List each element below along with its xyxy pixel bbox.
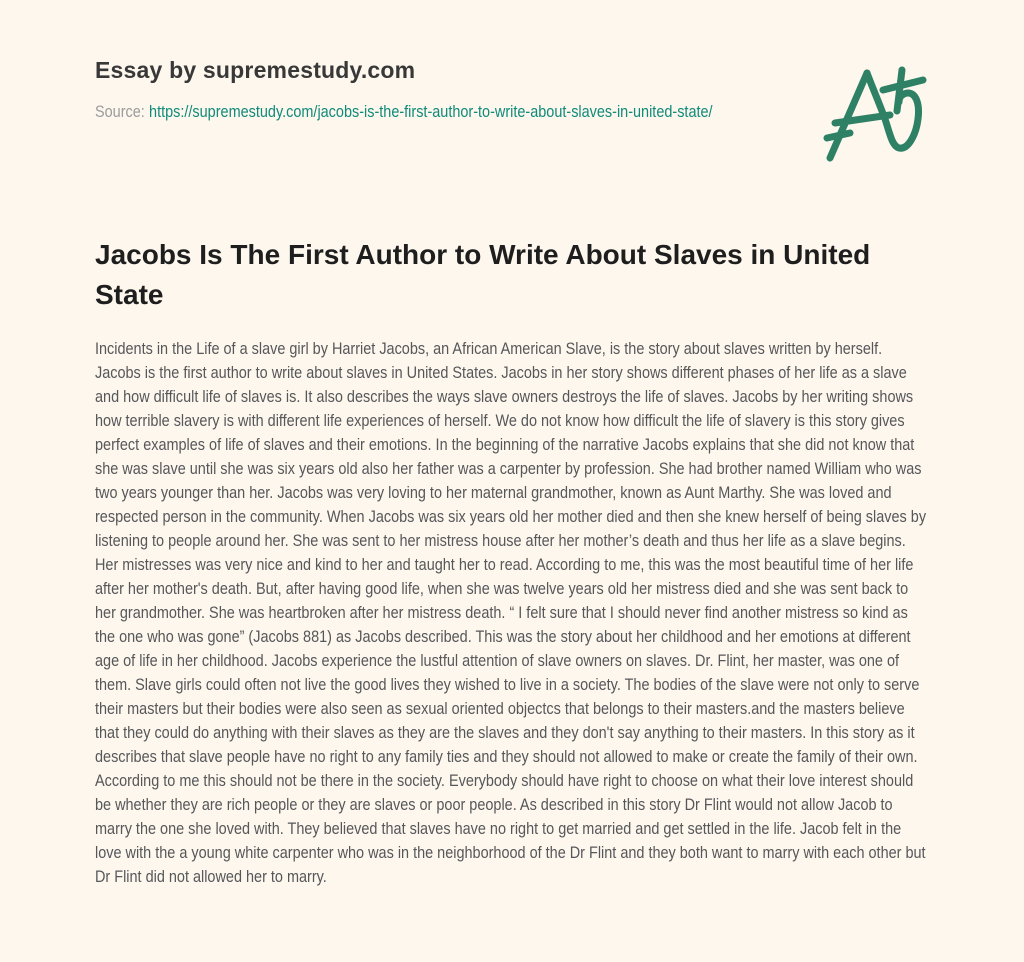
source-link[interactable]: https://supremestudy.com/jacobs-is-the-first-author-to-write-about-slaves-in-united-state/ xyxy=(149,102,713,121)
source-label: Source: xyxy=(95,102,145,121)
document-header xyxy=(95,56,929,123)
supremestudy-a-plus-logo-icon xyxy=(820,63,930,168)
byline-heading: Essay by supremestudy.com xyxy=(95,57,416,83)
essay-title: Jacobs Is The First Author to Write About Slaves in United State xyxy=(95,239,871,310)
header-text-block xyxy=(95,56,929,123)
essay-body: Incidents in the Life of a slave girl by Harriet Jacobs, an African American Slave, is the story about slaves written by herself. Jacobs is the first author to write about slaves in United States. Jacobs in her story shows different phases of her life as a slave and how difficult life of slaves is. It also describes the ways slave owners destroys the life of slaves. Jacobs by her writing shows how terrible slavery is with different life experiences of herself. We do not know how difficult the life of slavery is this story gives perfect examples of life of slaves and their emotions. In the beginning of the narrative Jacobs explains that she did not know that she was slave until she was six years old also her father was a carpenter by profession. She had brother named William who was two years younger than her. Jacobs was very loving to her maternal grandmother, known as Aunt Marthy. She was loved and respected person in the community. When Jacobs was six years old her mother died and then she knew herself of being slaves by listening to people around her. She was sent to her mistress house after her mother’s death and thus her life as a slave begins. Her mistresses was very nice and kind to her and taught her to read. According to me, this was the most beautiful time of her life after her mother's death. But, after having good life, when she was twelve years old her mistress died and she was sent back to her grandmother. She was heartbroken after her mistress death. “ I felt sure that I should never find another mistress so kind as the one who was gone” (Jacobs 881) as Jacobs described. This was the story about her childhood and her emotions at different age of life in her childhood. Jacobs experience the lustful attention of slave owners on slaves. Dr. Flint, her master, was one of them. Slave girls could often not live the good lives they wished to live in a society. The bodies of the slave were not only to serve their masters but their bodies were also seen as sexual oriented objectcs that belongs to their masters.and the masters believe that they could do anything with their slaves as they are the slaves and they don't say anything to their masters. In this story as it describes that slave people have no right to any family ties and they should not allowed to make or create the family of their own. According to me this should not be there in the society. Everybody should have right to choose on what their love interest should be whether they are rich people or they are slaves or poor people. As described in this story Dr Flint would not allow Jacob to marry the one she loved with. They believed that slaves have no right to get married and get settled in the life. Jacob felt in the love with the a young white carpenter who was in the neighborhood of the Dr Flint and they both want to marry with each other but Dr Flint did not allowed her to marry. xyxy=(95,339,927,886)
source-line xyxy=(95,100,758,123)
